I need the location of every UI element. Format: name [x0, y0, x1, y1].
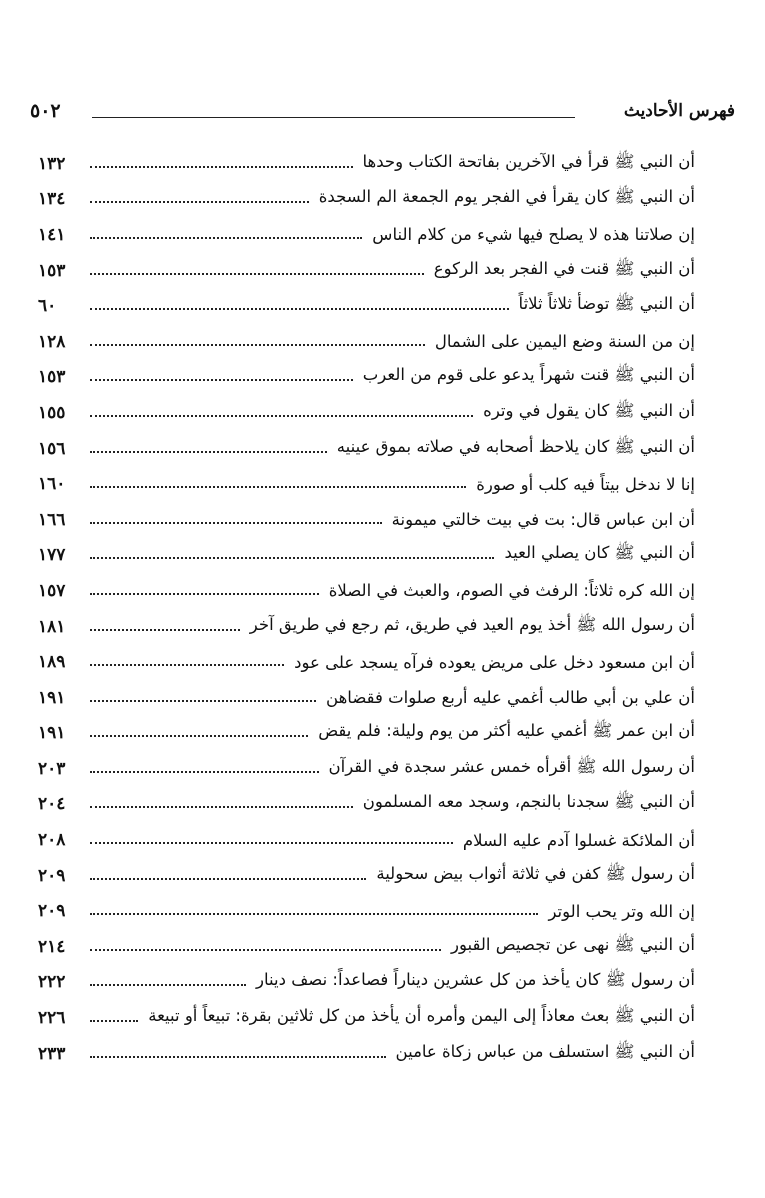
index-entry [38, 858, 695, 894]
entry-hadith-text: إنا لا ندخل بيتاً فيه كلب أو صورة [476, 474, 695, 494]
entry-hadith-text: أن ابن عباس قال: بت في بيت خالتي ميمونة [391, 510, 695, 530]
entry-hadith-text: أن النبي ﷺ كان يلاحظ أصحابه في صلاته بموق عينيه [336, 436, 695, 456]
entry-hadith-text: أن رسول ﷺ كفن في ثلاثة أثواب بيض سحولية [376, 863, 695, 883]
entry-hadith-text: إن الله وتر يحب الوتر [548, 901, 695, 921]
dot-leader [90, 547, 494, 559]
entry-page-number: ١٦٠ [38, 474, 66, 495]
dot-leader [90, 583, 319, 595]
entry-hadith-text: أن رسول ﷺ كان يأخذ من كل عشرين ديناراً فصاعداً: نصف دينار [256, 970, 695, 990]
entry-hadith-text: إن صلاتنا هذه لا يصلح فيها شيء من كلام الناس [372, 225, 695, 245]
entry-page-number: ١٣٢ [38, 153, 66, 174]
index-entry [38, 502, 695, 538]
entry-page-number: ١٨٩ [38, 652, 66, 673]
entry-page-number: ٢١٤ [38, 936, 66, 957]
hadith-index-list [38, 146, 695, 1071]
index-entry [38, 1036, 695, 1072]
entry-hadith-text: أن النبي ﷺ بعث معاذاً إلى اليمن وأمره أن يأخذ من كل ثلاثين بقرة: تبيعاً أو تبيعة [148, 1006, 695, 1026]
dot-leader [90, 690, 316, 702]
dot-leader [90, 761, 319, 773]
entry-hadith-text: أن النبي ﷺ سجدنا بالنجم، وسجد معه المسلمون [362, 792, 695, 812]
entry-page-number: ٢٠٩ [38, 865, 66, 886]
entry-hadith-text: أن النبي ﷺ استسلف من عباس زكاة عامين [395, 1041, 695, 1061]
dot-leader [90, 191, 309, 203]
dot-leader [90, 1010, 138, 1022]
entry-hadith-text: أن النبي ﷺ توضأ ثلاثاً ثلاثاً [518, 294, 695, 314]
index-entry [38, 787, 695, 823]
entry-hadith-text: أن الملائكة غسلوا آدم عليه السلام [462, 830, 695, 850]
index-entry [38, 324, 695, 360]
entry-page-number: ٢٠٣ [38, 758, 66, 779]
index-entry [38, 395, 695, 431]
index-entry [38, 751, 695, 787]
index-entry [38, 644, 695, 680]
dot-leader [90, 903, 538, 915]
dot-leader [90, 298, 509, 310]
entry-page-number: ٢٠٩ [38, 901, 66, 922]
entry-page-number: ١٩١ [38, 687, 66, 708]
dot-leader [90, 939, 441, 951]
dot-leader [90, 156, 353, 168]
entry-page-number: ١٧٧ [38, 545, 66, 566]
index-entry [38, 929, 695, 965]
entry-hadith-text: أن النبي ﷺ كان يصلي العيد [504, 543, 695, 563]
entry-page-number: ٢٠٤ [38, 794, 66, 815]
entry-page-number: ٢٢٢ [38, 972, 66, 993]
entry-page-number: ١٢٨ [38, 331, 66, 352]
index-entry [38, 538, 695, 574]
entry-hadith-text: أن النبي ﷺ قنت شهراً يدعو على قوم من العرب [362, 365, 695, 385]
index-entry [38, 182, 695, 218]
index-entry [38, 253, 695, 289]
entry-page-number: ١٥٦ [38, 438, 66, 459]
index-entry [38, 609, 695, 645]
entry-page-number: ١٥٣ [38, 367, 66, 388]
index-entry [38, 893, 695, 929]
dot-leader [90, 369, 353, 381]
dot-leader [90, 512, 382, 524]
entry-hadith-text: إن الله كره ثلاثاً: الرفث في الصوم، والعبث في الصلاة [328, 581, 695, 601]
dot-leader [90, 405, 473, 417]
dot-leader [90, 725, 308, 737]
index-entry [38, 288, 695, 324]
entry-page-number: ١٣٤ [38, 189, 66, 210]
entry-hadith-text: أن رسول الله ﷺ أخذ يوم العيد في طريق، ثم رجع في طريق آخر [249, 614, 695, 634]
page-header [30, 98, 735, 124]
index-entry [38, 146, 695, 182]
entry-hadith-text: أن النبي ﷺ كان يقول في وتره [483, 400, 695, 420]
dot-leader [90, 1046, 386, 1058]
entry-hadith-text: أن ابن مسعود دخل على مريض يعوده فرآه يسجد على عود [294, 652, 695, 672]
dot-leader [90, 654, 284, 666]
dot-leader [90, 476, 466, 488]
entry-hadith-text: أن علي بن أبي طالب أغمي عليه أربع صلوات فقضاهن [326, 688, 695, 708]
index-entry [38, 680, 695, 716]
entry-page-number: ٦٠ [38, 296, 57, 317]
entry-hadith-text: أن رسول الله ﷺ أقرأه خمس عشر سجدة في القرآن [328, 756, 695, 776]
entry-hadith-text: أن النبي ﷺ قرأ في الآخرين بفاتحة الكتاب وحدها [362, 151, 695, 171]
dot-leader [90, 441, 327, 453]
entry-page-number: ١٥٣ [38, 260, 66, 281]
index-entry [38, 1000, 695, 1036]
entry-page-number: ١٨١ [38, 616, 66, 637]
dot-leader [90, 832, 453, 844]
index-entry [38, 965, 695, 1001]
index-entry [38, 716, 695, 752]
entry-page-number: ٢٣٣ [38, 1043, 66, 1064]
section-title: فهرس الأحاديث [623, 101, 735, 121]
index-entry [38, 573, 695, 609]
entry-hadith-text: أن ابن عمر ﷺ أغمي عليه أكثر من يوم وليلة: فلم يقض [318, 721, 695, 741]
entry-hadith-text: أن النبي ﷺ كان يقرأ في الفجر يوم الجمعة الم السجدة [318, 187, 695, 207]
header-rule [92, 117, 575, 118]
dot-leader [90, 796, 353, 808]
entry-page-number: ١٦٦ [38, 509, 66, 530]
dot-leader [90, 227, 362, 239]
entry-page-number: ٢٠٨ [38, 830, 66, 851]
entry-hadith-text: إن من السنة وضع اليمين على الشمال [434, 332, 695, 352]
dot-leader [90, 263, 424, 275]
index-entry [38, 822, 695, 858]
entry-hadith-text: أن النبي ﷺ نهى عن تجصيص القبور [451, 934, 695, 954]
entry-page-number: ١٥٥ [38, 402, 66, 423]
index-entry [38, 217, 695, 253]
entry-hadith-text: أن النبي ﷺ قنت في الفجر بعد الركوع [433, 258, 695, 278]
index-entry [38, 431, 695, 467]
dot-leader [90, 334, 425, 346]
entry-page-number: ١٩١ [38, 723, 66, 744]
dot-leader [90, 974, 246, 986]
index-entry [38, 466, 695, 502]
dot-leader [90, 619, 240, 631]
index-entry [38, 360, 695, 396]
entry-page-number: ١٥٧ [38, 580, 66, 601]
dot-leader [90, 868, 366, 880]
page-number: ٥٠٢ [30, 100, 61, 122]
entry-page-number: ٢٢٦ [38, 1008, 66, 1029]
entry-page-number: ١٤١ [38, 224, 66, 245]
